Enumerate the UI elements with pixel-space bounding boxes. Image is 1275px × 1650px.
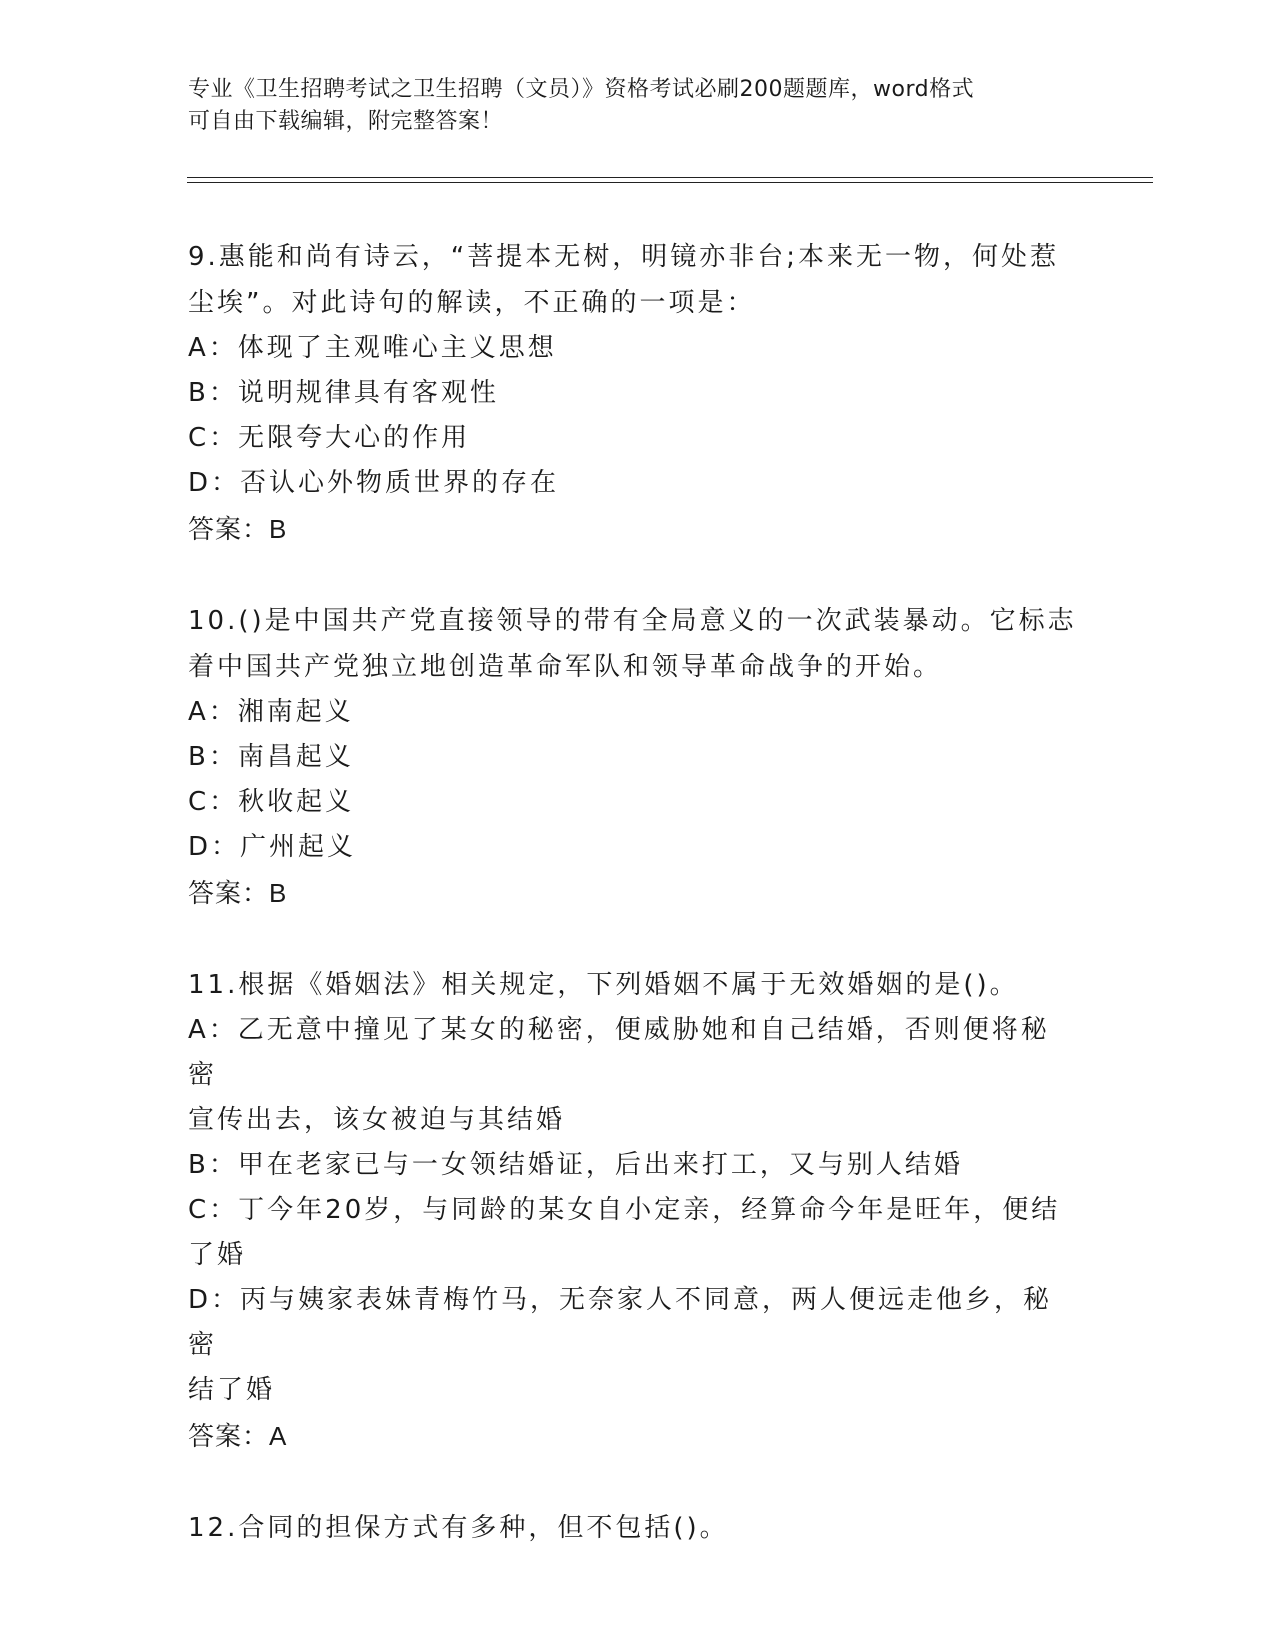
option-d: D：丙与姨家表妹青梅竹马，无奈家人不同意，两人便远走他乡，秘密 — [188, 1285, 1053, 1360]
question-text: 12.合同的担保方式有多种，但不包括()。 — [188, 1513, 729, 1543]
question-text: 10.()是中国共产党直接领导的带有全局意义的一次武装暴动。它标志 — [188, 606, 1077, 636]
option-a: A：体现了主观唯心主义思想 — [188, 333, 557, 363]
header-divider-bottom — [187, 182, 1153, 183]
option-d-continued: 结了婚 — [188, 1375, 276, 1405]
question-9 — [188, 234, 1078, 552]
option-b: B：南昌起义 — [188, 742, 354, 772]
question-12 — [188, 1505, 1078, 1551]
answer: 答案：B — [188, 514, 288, 544]
question-11 — [188, 962, 1078, 1459]
option-a-continued: 宣传出去，该女被迫与其结婚 — [188, 1105, 566, 1135]
option-b: B：甲在老家已与一女领结婚证，后出来打工，又与别人结婚 — [188, 1150, 963, 1180]
option-a: A：乙无意中撞见了某女的秘密，便威胁她和自己结婚，否则便将秘密 — [188, 1015, 1050, 1090]
option-c: C：秋收起义 — [188, 787, 355, 817]
option-c: C：无限夸大心的作用 — [188, 423, 471, 453]
option-b: B：说明规律具有客观性 — [188, 378, 499, 408]
question-text-continued: 着中国共产党独立地创造革命军队和领导革命战争的开始。 — [188, 652, 943, 682]
question-text-continued: 尘埃”。对此诗句的解读，不正确的一项是： — [188, 288, 756, 318]
question-text: 11.根据《婚姻法》相关规定，下列婚姻不属于无效婚姻的是()。 — [188, 970, 1019, 1000]
answer: 答案：A — [188, 1421, 288, 1451]
option-d: D：否认心外物质世界的存在 — [188, 468, 560, 498]
option-d: D：广州起义 — [188, 832, 357, 862]
header-divider-top — [187, 177, 1153, 178]
header-line-2: 可自由下载编辑，附完整答案！ — [188, 109, 504, 134]
document-header — [188, 74, 1068, 138]
option-c: C：丁今年20岁，与同龄的某女自小定亲，经算命今年是旺年，便结 — [188, 1195, 1061, 1225]
option-c-continued: 了婚 — [188, 1240, 247, 1270]
question-list — [188, 234, 1078, 1597]
question-10 — [188, 598, 1078, 916]
question-text: 9.惠能和尚有诗云，“菩提本无树，明镜亦非台;本来无一物，何处惹 — [188, 242, 1060, 272]
header-line-1: 专业《卫生招聘考试之卫生招聘（文员）》资格考试必刷200题题库，word格式 — [188, 77, 975, 102]
answer: 答案：B — [188, 878, 288, 908]
option-a: A：湘南起义 — [188, 697, 354, 727]
